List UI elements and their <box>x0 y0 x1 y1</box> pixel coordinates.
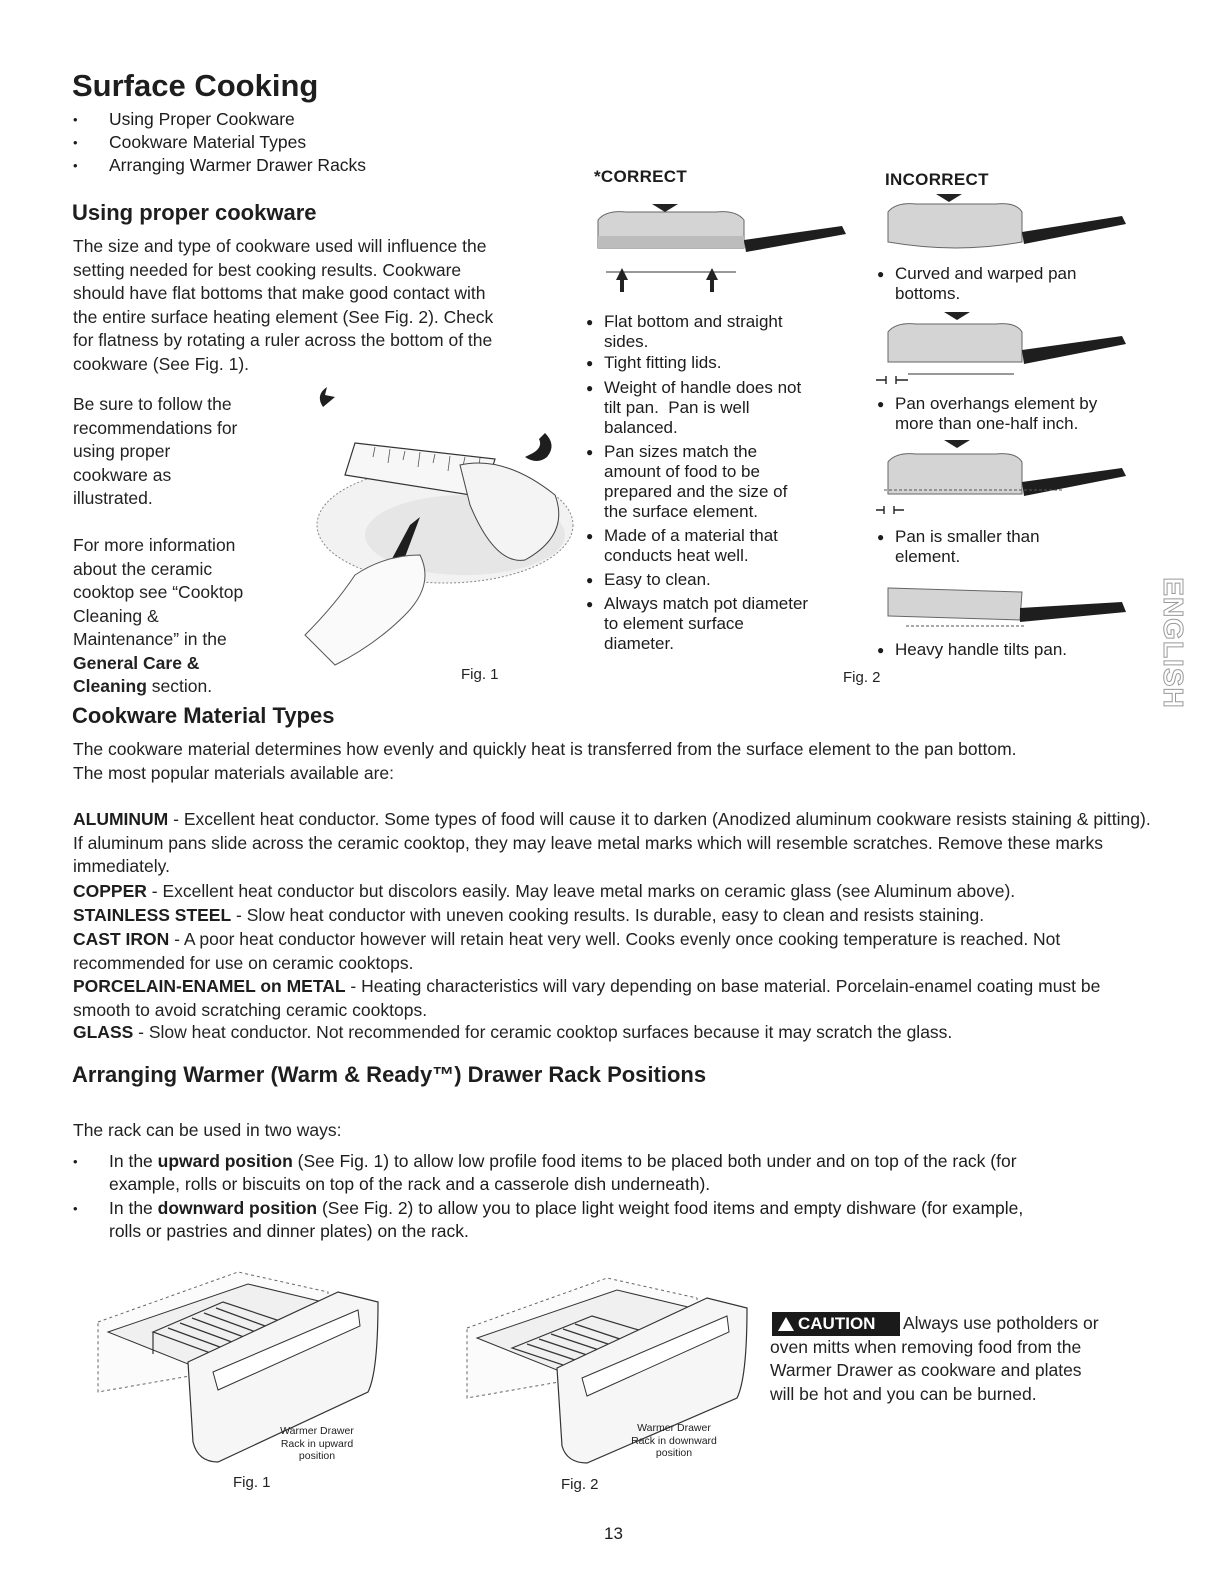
caution-text: Always use potholders or oven mitts when removing food from the Warmer Drawer as cookware and plates will be hot and you can be burned. <box>770 1313 1099 1404</box>
fig2-caption: Warmer Drawer Rack in downward position <box>631 1422 717 1459</box>
material-aluminum: ALUMINUM - Excellent heat conductor. Some types of food will cause it to darken (Anodized aluminum cookware resists staining & pitting). If aluminum pans slide across the ceramic cooktop, they may leave metal marks which will resemble scratches. Remove these marks immediately. <box>73 809 1151 876</box>
material-cast-iron: CAST IRON - A poor heat conductor however will retain heat very well. Cooks evenly once cooking temperature is reached. Not recommended for use on ceramic cooktops. <box>73 929 1061 973</box>
correct-heading: *CORRECT <box>594 167 688 186</box>
more-info-text: For more information about the ceramic cooktop see “Cooktop Cleaning & Maintenance” in the General Care & Cleaning section. <box>73 535 244 696</box>
fig1-label: Fig. 1 <box>461 666 499 683</box>
fig2-label: Fig. 2 <box>843 669 881 686</box>
caution-badge: CAUTION <box>772 1312 900 1336</box>
page-number: 13 <box>604 1524 623 1543</box>
section-heading-proper-cookware: Using proper cookware <box>72 200 317 225</box>
proper-cookware-intro: The size and type of cookware used will influence the setting needed for best cooking results. Cookware should have flat bottoms that make good contact with the entire surface heating element (See Fig. 2). Check for flatness by rotating a ruler across the bottom of the cookware (See Fig. 1). <box>73 236 494 374</box>
follow-recommendations-text: Be sure to follow the recommendations for using proper cookware as illustrated. <box>73 394 238 508</box>
page-title: Surface Cooking <box>72 68 319 103</box>
warmer-fig2-label: Fig. 2 <box>561 1476 599 1493</box>
warped-pan-icon <box>886 192 1128 256</box>
language-side-tab: ENGLISH <box>1158 577 1189 709</box>
tilted-pan-icon <box>886 586 1128 634</box>
incorrect-heading: INCORRECT <box>885 170 989 189</box>
warmer-fig1-label: Fig. 1 <box>233 1474 271 1491</box>
section-heading-warmer-drawer: Arranging Warmer (Warm & Ready™) Drawer Rack Positions <box>72 1062 707 1087</box>
material-copper: COPPER - Excellent heat conductor but discolors easily. May leave metal marks on ceramic glass (see Aluminum above). <box>73 881 1016 901</box>
material-stainless-steel: STAINLESS STEEL - Slow heat conductor with uneven cooking results. Is durable, easy to clean and resists staining. <box>73 905 985 925</box>
overhanging-pan-icon <box>874 310 1128 388</box>
material-porcelain-enamel: PORCELAIN-ENAMEL on METAL - Heating characteristics will vary depending on base material. Porcelain-enamel coating must be smooth to avoid scratching ceramic cooktops. <box>73 976 1101 1020</box>
material-glass: GLASS - Slow heat conductor. Not recommended for ceramic cooktop surfaces because it may scratch the glass. <box>73 1022 953 1042</box>
correct-pan-icon <box>596 196 848 296</box>
section-heading-materials: Cookware Material Types <box>72 703 335 728</box>
fig1-caption: Warmer Drawer Rack in upward position <box>280 1425 354 1462</box>
warmer-intro: The rack can be used in two ways: <box>73 1120 342 1140</box>
materials-intro: The cookware material determines how evenly and quickly heat is transferred from the surface element to the pan bottom. The most popular materials available are: <box>73 739 1017 783</box>
ruler-on-pan-illustration <box>295 385 585 685</box>
small-pan-icon <box>874 438 1128 518</box>
